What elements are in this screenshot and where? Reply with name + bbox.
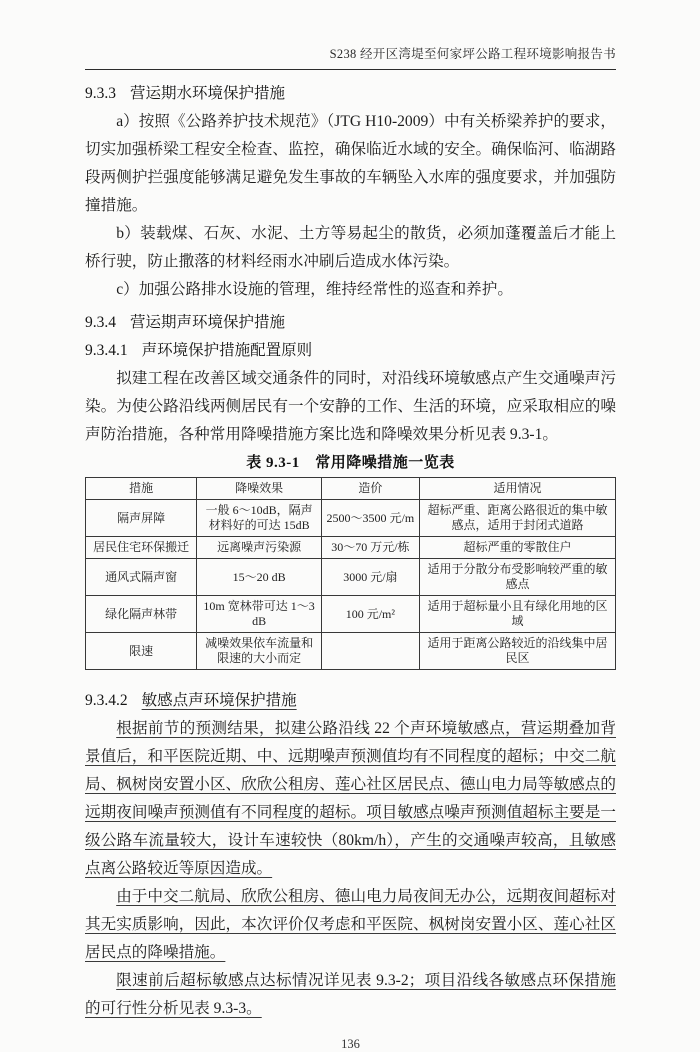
page-header	[85, 47, 616, 70]
heading-9-3-4-2	[85, 687, 616, 715]
cell-effect: 减噪效果依车流量和限速的大小而定	[197, 633, 322, 670]
cell-effect: 15～20 dB	[197, 559, 322, 596]
cell-applicability: 超标严重、距离公路很近的集中敏感点，适用于封闭式道路	[419, 500, 615, 537]
cell-effect: 一般 6～10dB，隔声材料好的可达 15dB	[197, 500, 322, 537]
table-header-row	[86, 478, 616, 500]
paragraph-b: b）装载煤、石灰、水泥、土方等易起尘的散货，必须加蓬覆盖后才能上桥行驶，防止撒落的材料经雨水冲刷后造成水体污染。	[85, 225, 616, 270]
column-header-measure: 措施	[86, 478, 197, 500]
cell-cost: 2500～3500 元/m	[321, 500, 419, 537]
cell-applicability: 适用于距离公路较近的沿线集中居民区	[419, 633, 615, 670]
cell-effect: 10m 宽林带可达 1～3 dB	[197, 596, 322, 633]
heading-number: 9.3.4.2	[85, 692, 128, 709]
cell-measure: 隔声屏障	[86, 500, 197, 537]
table-row	[86, 537, 616, 559]
table-row	[86, 596, 616, 633]
column-header-effect: 降噪效果	[197, 478, 322, 500]
table-row	[86, 559, 616, 596]
heading-title: 声环境保护措施配置原则	[141, 342, 313, 359]
heading-9-3-3	[85, 80, 616, 108]
cell-cost: 100 元/m²	[321, 596, 419, 633]
heading-number: 9.3.3	[85, 85, 116, 102]
cell-cost	[321, 633, 419, 670]
cell-measure: 通风式隔声窗	[86, 559, 197, 596]
table-row	[86, 633, 616, 670]
paragraph-9-3-4-2-2: 由于中交二航局、欣欣公租房、德山电力局夜间无办公，远期夜间超标对其无实质影响，因此，本次评价仅考虑和平医院、枫树岗安置小区、莲心社区居民点的降噪措施。	[85, 888, 616, 961]
heading-title: 敏感点声环境保护措施	[141, 692, 297, 709]
noise-measures-table	[85, 477, 616, 670]
paragraph-9-3-4-2-1: 根据前节的预测结果，拟建公路沿线 22 个声环境敏感点，营运期叠加背景值后，和平医院近期、中、远期噪声预测值均有不同程度的超标；中交二航局、枫树岗安置小区、欣欣公租房、莲心社区居民点、德山电力局等敏感点的远期夜间噪声预测值有不同程度的超标。项目敏感点噪声预测值超标主要是一级公路车流量较大，设计车速较快（80km/h），产生的交通噪声较高，且敏感点离公路较近等原因造成。	[85, 720, 616, 877]
paragraph-c: c）加强公路排水设施的管理，维持经常性的巡查和养护。	[116, 281, 513, 298]
paragraph-a: a）按照《公路养护技术规范》（JTG H10-2009）中有关桥梁养护的要求，切实加强桥梁工程安全检查、监控，确保临近水域的安全。确保临河、临湖路段两侧护拦强度能够满足避免发生事故的车辆坠入水库的强度要求，并加强防撞措施。	[85, 113, 616, 214]
cell-applicability: 超标严重的零散住户	[419, 537, 615, 559]
header-title: S238 经开区湾堤至何家坪公路工程环境影响报告书	[329, 47, 616, 61]
cell-measure: 限速	[86, 633, 197, 670]
cell-effect: 远离噪声污染源	[197, 537, 322, 559]
paragraph-9-3-4-2-3: 限速前后超标敏感点达标情况详见表 9.3-2；项目沿线各敏感点环保措施的可行性分析见表 9.3-3。	[85, 972, 616, 1017]
cell-measure: 居民住宅环保搬迁	[86, 537, 197, 559]
cell-applicability: 适用于超标量小且有绿化用地的区域	[419, 596, 615, 633]
heading-number: 9.3.4	[85, 314, 116, 331]
cell-cost: 30～70 万元/栋	[321, 537, 419, 559]
column-header-applicability: 适用情况	[419, 478, 615, 500]
column-header-cost: 造价	[321, 478, 419, 500]
paragraph-9-3-4-1: 拟建工程在改善区域交通条件的同时，对沿线环境敏感点产生交通噪声污染。为使公路沿线两侧居民有一个安静的工作、生活的环境，应采取相应的噪声防治措施，各种常用降噪措施方案比选和降噪效果分析见表 9.3-1。	[85, 370, 616, 443]
table-caption: 表 9.3-1 常用降噪措施一览表	[246, 455, 455, 471]
page-number: 136	[341, 1037, 360, 1051]
cell-cost: 3000 元/扇	[321, 559, 419, 596]
cell-measure: 绿化隔声林带	[86, 596, 197, 633]
heading-9-3-4-1	[85, 337, 616, 365]
heading-number: 9.3.4.1	[85, 342, 128, 359]
cell-applicability: 适用于分散分布受影响较严重的敏感点	[419, 559, 615, 596]
heading-title: 营运期声环境保护措施	[130, 314, 286, 331]
heading-9-3-4	[85, 309, 616, 337]
heading-title: 营运期水环境保护措施	[130, 85, 286, 102]
table-row	[86, 500, 616, 537]
